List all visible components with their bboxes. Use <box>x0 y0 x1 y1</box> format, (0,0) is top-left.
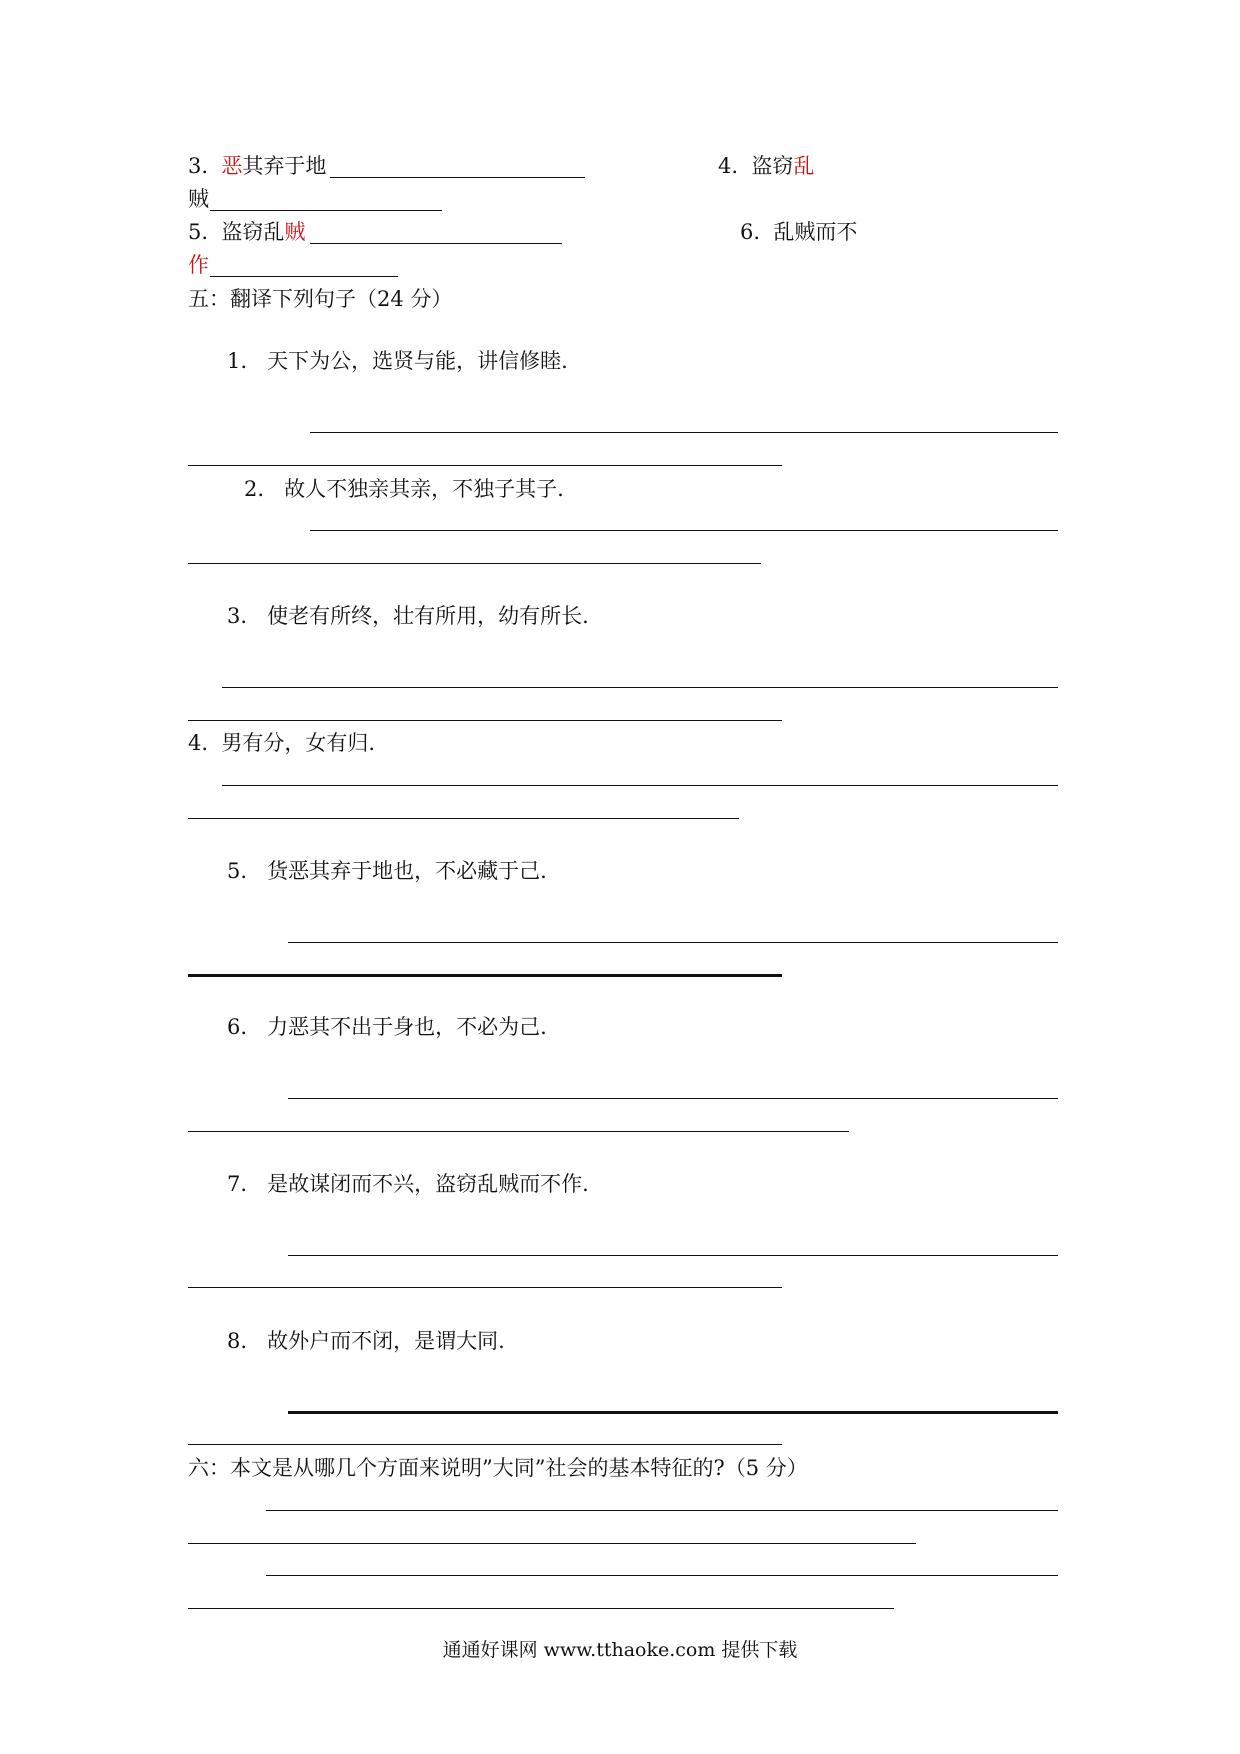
answer-line[interactable] <box>188 1444 782 1445</box>
answer-line[interactable] <box>188 465 782 466</box>
answer-line[interactable] <box>266 1575 1058 1576</box>
highlight-char: 恶 <box>221 154 243 178</box>
item-6-cont: 作 <box>188 253 209 277</box>
answer-blank[interactable] <box>210 276 398 277</box>
answer-line[interactable] <box>288 1098 1058 1099</box>
section-heading-5: 五：翻译下列句子（24 分） <box>188 287 453 311</box>
answer-line[interactable] <box>188 974 782 977</box>
item-4-cont: 贼 <box>188 187 209 211</box>
sentence-2: 2. 故人不独亲其亲，不独子其子. <box>244 477 564 501</box>
section-heading-6: 六：本文是从哪几个方面来说明”大同”社会的基本特征的?（5 分） <box>188 1456 808 1480</box>
answer-blank[interactable] <box>310 243 562 244</box>
answer-line[interactable] <box>188 720 782 721</box>
answer-line[interactable] <box>188 1287 782 1288</box>
answer-line[interactable] <box>188 818 739 819</box>
item-6: 6. 乱贼而不 <box>740 220 858 244</box>
sentence-7: 7. 是故谋闭而不兴，盗窃乱贼而不作. <box>227 1172 589 1196</box>
answer-line[interactable] <box>222 785 1058 786</box>
answer-line[interactable] <box>188 563 761 564</box>
sentence-1: 1. 天下为公，选贤与能，讲信修睦. <box>227 349 568 373</box>
answer-line[interactable] <box>288 942 1058 943</box>
sentence-6: 6. 力恶其不出于身也，不必为己. <box>227 1015 547 1039</box>
answer-line[interactable] <box>288 1255 1058 1256</box>
item-4: 4. 盗窃乱 <box>718 154 815 178</box>
sentence-3: 3. 使老有所终，壮有所用，幼有所长. <box>227 604 589 628</box>
answer-line[interactable] <box>310 432 1058 433</box>
answer-line[interactable] <box>188 1131 849 1132</box>
answer-blank[interactable] <box>210 210 442 211</box>
answer-line[interactable] <box>310 530 1058 531</box>
item-5: 5. 盗窃乱贼 <box>188 220 306 244</box>
sentence-8: 8. 故外户而不闭，是谓大同. <box>227 1329 505 1353</box>
page-footer: 通通好课网 www.tthaoke.com 提供下载 <box>442 1639 798 1661</box>
sentence-4: 4. 男有分，女有归. <box>188 731 376 755</box>
answer-line[interactable] <box>188 1608 894 1609</box>
answer-blank[interactable] <box>330 177 585 178</box>
answer-line[interactable] <box>188 1543 916 1544</box>
item-3: 3. 恶其弃于地 <box>188 154 327 178</box>
sentence-5: 5. 货恶其弃于地也，不必藏于己. <box>227 859 547 883</box>
answer-line[interactable] <box>266 1510 1058 1511</box>
answer-line[interactable] <box>288 1411 1058 1414</box>
highlight-char: 乱 <box>793 154 815 178</box>
answer-line[interactable] <box>222 687 1058 688</box>
highlight-char: 贼 <box>284 220 306 244</box>
